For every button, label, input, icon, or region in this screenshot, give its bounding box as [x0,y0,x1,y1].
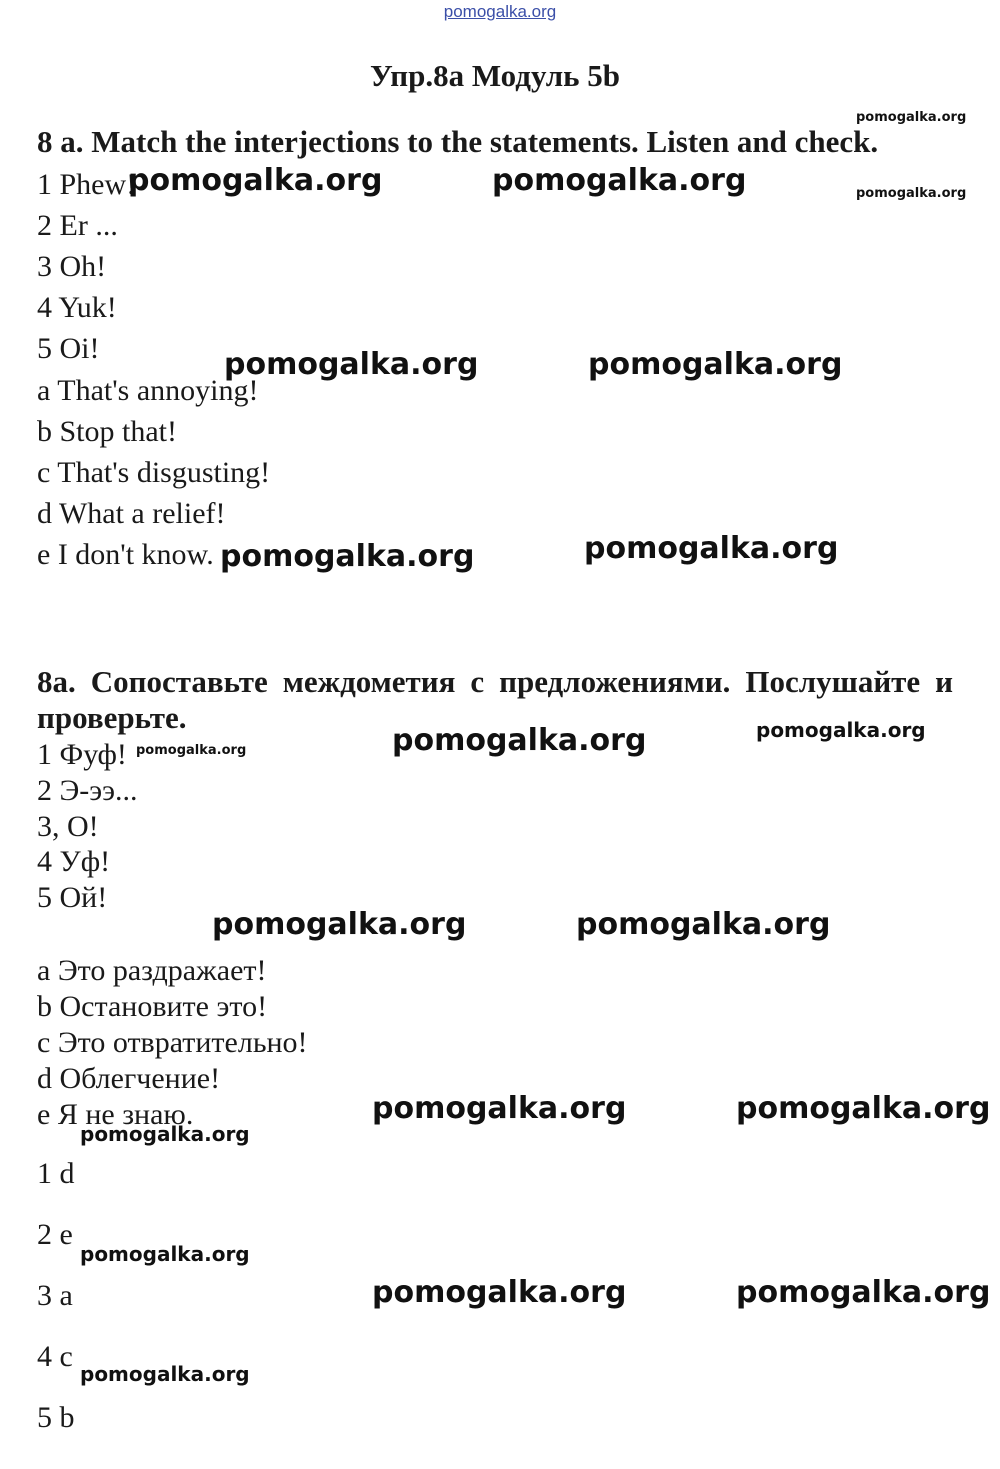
english-statement-b: b Stop that! [37,415,177,448]
russian-interjection-2: 2 Э-ээ... [37,774,138,807]
english-statement-d: d What a relief! [37,497,226,530]
watermark: pomogalka.org [220,539,475,574]
watermark: pomogalka.org [80,1242,250,1266]
answer-5: 5 b [37,1401,75,1434]
watermark: pomogalka.org [856,110,967,125]
watermark: pomogalka.org [588,347,843,382]
russian-statement-b: b Остановите это! [37,990,268,1023]
watermark: pomogalka.org [80,1122,250,1146]
russian-instruction: 8а. Сопоставьте междометия с предложениями. Послушайте и проверьте. [37,664,953,735]
russian-statement-e: e Я не знаю. [37,1098,194,1131]
russian-interjection-1: 1 Фуф! [37,738,127,771]
watermark: pomogalka.org [372,1275,627,1310]
russian-statement-d: d Облегчение! [37,1062,221,1095]
english-interjection-4: 4 Yuk! [37,291,117,324]
watermark: pomogalka.org [756,718,926,742]
english-interjection-5: 5 Oi! [37,332,100,365]
english-statement-a: a That's annoying! [37,374,259,407]
english-interjection-1: 1 Phew! [37,168,137,201]
english-interjection-3: 3 Oh! [37,250,107,283]
top-site-link[interactable]: pomogalka.org [443,2,557,21]
russian-interjection-5: 5 Ой! [37,881,108,914]
english-interjection-2: 2 Er ... [37,209,118,242]
answer-4: 4 c [37,1340,73,1373]
answer-3: 3 a [37,1279,73,1312]
answer-1: 1 d [37,1157,75,1190]
watermark: pomogalka.org [128,163,383,198]
watermark: pomogalka.org [372,1091,627,1126]
watermark: pomogalka.org [576,907,831,942]
watermark: pomogalka.org [856,186,967,201]
russian-interjection-3: 3, О! [37,810,99,843]
russian-statement-a: a Это раздражает! [37,954,267,987]
watermark: pomogalka.org [224,347,479,382]
watermark: pomogalka.org [136,743,247,758]
watermark: pomogalka.org [212,907,467,942]
english-statement-e: e I don't know. [37,538,214,571]
watermark: pomogalka.org [392,723,647,758]
english-statement-c: c That's disgusting! [37,456,271,489]
watermark: pomogalka.org [736,1275,991,1310]
russian-interjection-4: 4 Уф! [37,845,111,878]
watermark: pomogalka.org [736,1091,991,1126]
answer-2: 2 e [37,1218,73,1251]
watermark: pomogalka.org [492,163,747,198]
english-instruction: 8 a. Match the interjections to the statements. Listen and check. [37,124,879,159]
watermark: pomogalka.org [80,1362,250,1386]
watermark: pomogalka.org [584,531,839,566]
russian-statement-c: c Это отвратительно! [37,1026,308,1059]
page-title: Упр.8а Модуль 5b [370,58,620,93]
